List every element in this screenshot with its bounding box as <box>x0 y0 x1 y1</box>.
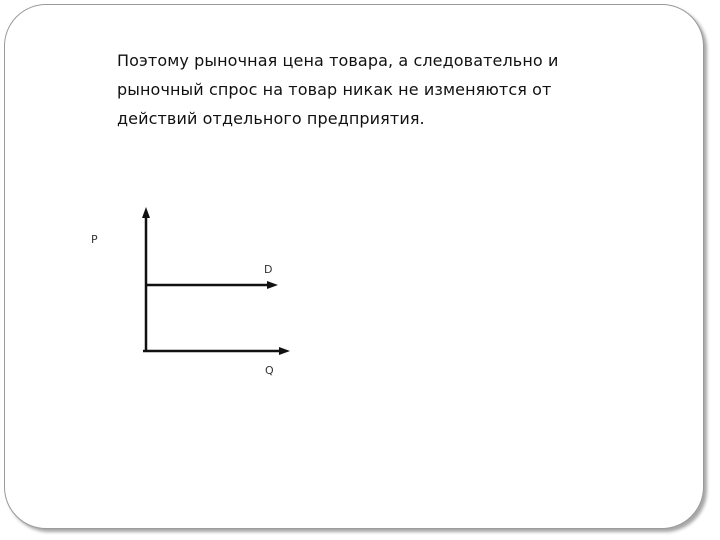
body-text-line-1: Поэтому рыночная цена товара, а следовательно и <box>117 51 559 70</box>
body-text-line-3: действий отдельного предприятия. <box>117 109 425 128</box>
body-text-line-2: рыночный спрос на товар никак не изменяются от <box>117 80 552 99</box>
slide-body-text <box>117 46 657 133</box>
y-axis-label: P <box>91 233 98 246</box>
demand-label: D <box>264 263 273 276</box>
x-axis-label: Q <box>265 364 274 377</box>
